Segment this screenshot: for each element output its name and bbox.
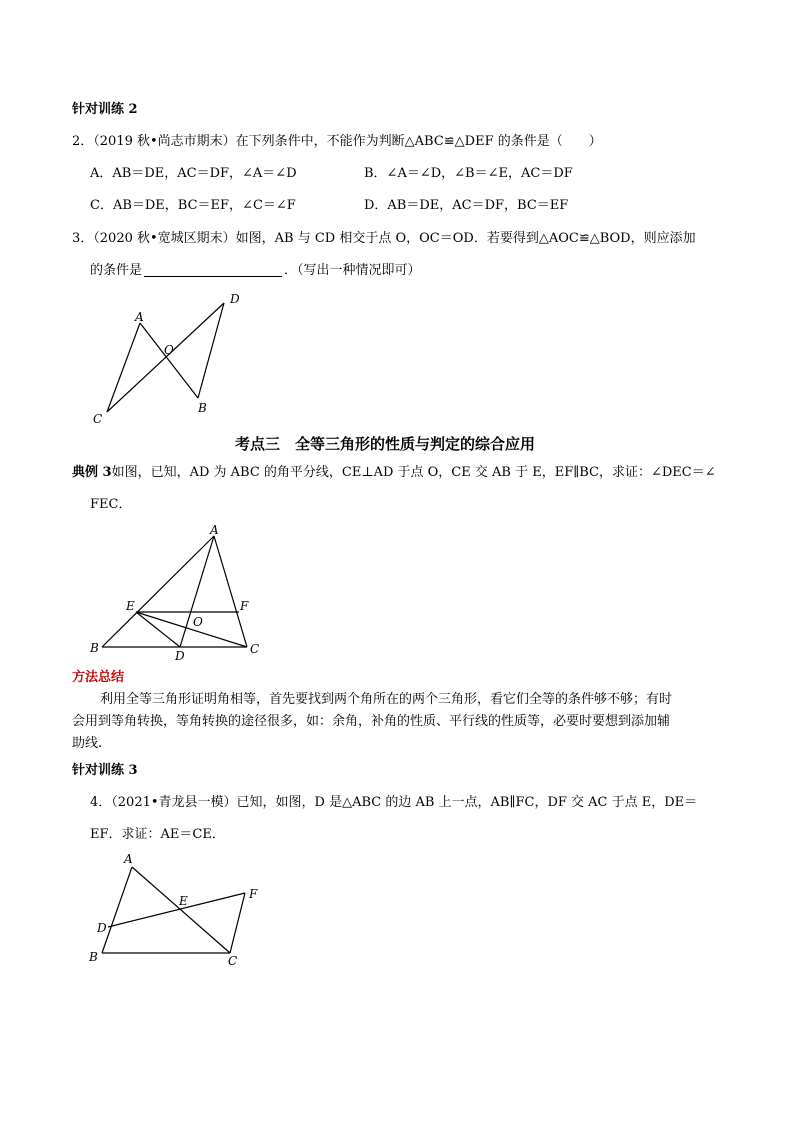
label-c: C — [250, 642, 260, 656]
example-3-text: 如图，已知，AD 为 ABC 的角平分线，CE⊥AD 于点 O，CE 交 AB 于 E，EF∥BC，求证：∠DEC＝∠ — [111, 465, 716, 480]
label-a: A — [135, 310, 144, 324]
option-d: D．AB＝DE，AC＝DF，BC＝EF — [364, 198, 569, 213]
label-f: F — [240, 599, 249, 613]
label-c: C — [93, 412, 103, 426]
question-2-paren-close: ） — [588, 134, 602, 149]
question-3-line2 — [90, 264, 421, 277]
segment-cd — [107, 303, 224, 412]
segment-fc — [230, 893, 245, 953]
label-b: B — [198, 401, 207, 415]
training3-heading: 针对训练 3 — [72, 763, 138, 778]
option-c: C．AB＝DE，BC＝EF，∠C＝∠F — [90, 198, 296, 213]
answer-blank — [144, 264, 282, 277]
label-d: D — [97, 921, 107, 935]
question-2-text: 2．（2019 秋•尚志市期末）在下列条件中，不能作为判断△ABC≌△DEF 的条件是（ — [72, 134, 563, 149]
question-4-line2: EF．求证：AE＝CE． — [90, 827, 225, 842]
training2-heading: 针对训练 2 — [72, 102, 138, 117]
question-3-line1: 3．（2020 秋•宽城区期末）如图，AB 与 CD 相交于点 O，OC＝OD．若要得到△AOC≌△BOD，则应添加 — [72, 231, 696, 246]
label-o: O — [164, 343, 174, 357]
label-a: A — [210, 523, 219, 537]
example-3-line1 — [72, 466, 716, 479]
segment-ec — [136, 612, 247, 647]
example-3-line2: FEC． — [90, 497, 132, 512]
question-4-line1: 4．（2021•青龙县一模）已知，如图，D 是△ABC 的边 AB 上一点，AB∥FC，DF 交 AC 于点 E，DE＝ — [90, 795, 698, 810]
label-b: B — [89, 950, 98, 964]
option-b: B．∠A＝∠D，∠B＝∠E，AC＝DF — [364, 166, 573, 181]
segment-ab — [102, 867, 132, 953]
label-b: B — [90, 641, 99, 655]
method-heading: 方法总结 — [72, 670, 125, 685]
label-e: E — [126, 599, 135, 613]
method-line3: 助线. — [72, 736, 103, 751]
section-title: 考点三 全等三角形的性质与判定的综合应用 — [235, 435, 536, 453]
label-d: D — [175, 649, 185, 663]
segment-ac — [132, 867, 230, 953]
segment-db — [198, 303, 224, 398]
method-line1: 利用全等三角形证明角相等，首先要找到两个角所在的两个三角形，看它们全等的条件够不够；有时 — [100, 692, 673, 707]
question-3-prefix: 的条件是 — [90, 263, 143, 278]
label-c: C — [228, 954, 238, 968]
label-o: O — [193, 615, 203, 629]
figure-2-triangle-angle-bisector — [80, 520, 280, 665]
label-e: E — [179, 894, 188, 908]
segment-ed — [136, 612, 180, 647]
figure-1-intersecting-segments — [90, 288, 260, 433]
figure-3-parallel-lines — [85, 850, 270, 975]
method-line2: 会用到等角转换，等角转换的途径很多，如：余角，补角的性质、平行线的性质等，必要时要想到添加辅 — [72, 714, 671, 729]
label-a: A — [124, 852, 133, 866]
question-3-suffix: ．（写出一种情况即可） — [284, 263, 421, 278]
segment-ab — [140, 323, 198, 398]
segment-df — [108, 893, 245, 927]
side-ac — [214, 536, 247, 647]
segment-ac — [107, 323, 140, 412]
label-d: D — [230, 292, 240, 306]
option-a: A．AB＝DE，AC＝DF，∠A＝∠D — [90, 166, 297, 181]
question-2-stem — [72, 135, 602, 148]
example-label: 典例 3 — [72, 465, 112, 480]
label-f: F — [249, 887, 258, 901]
